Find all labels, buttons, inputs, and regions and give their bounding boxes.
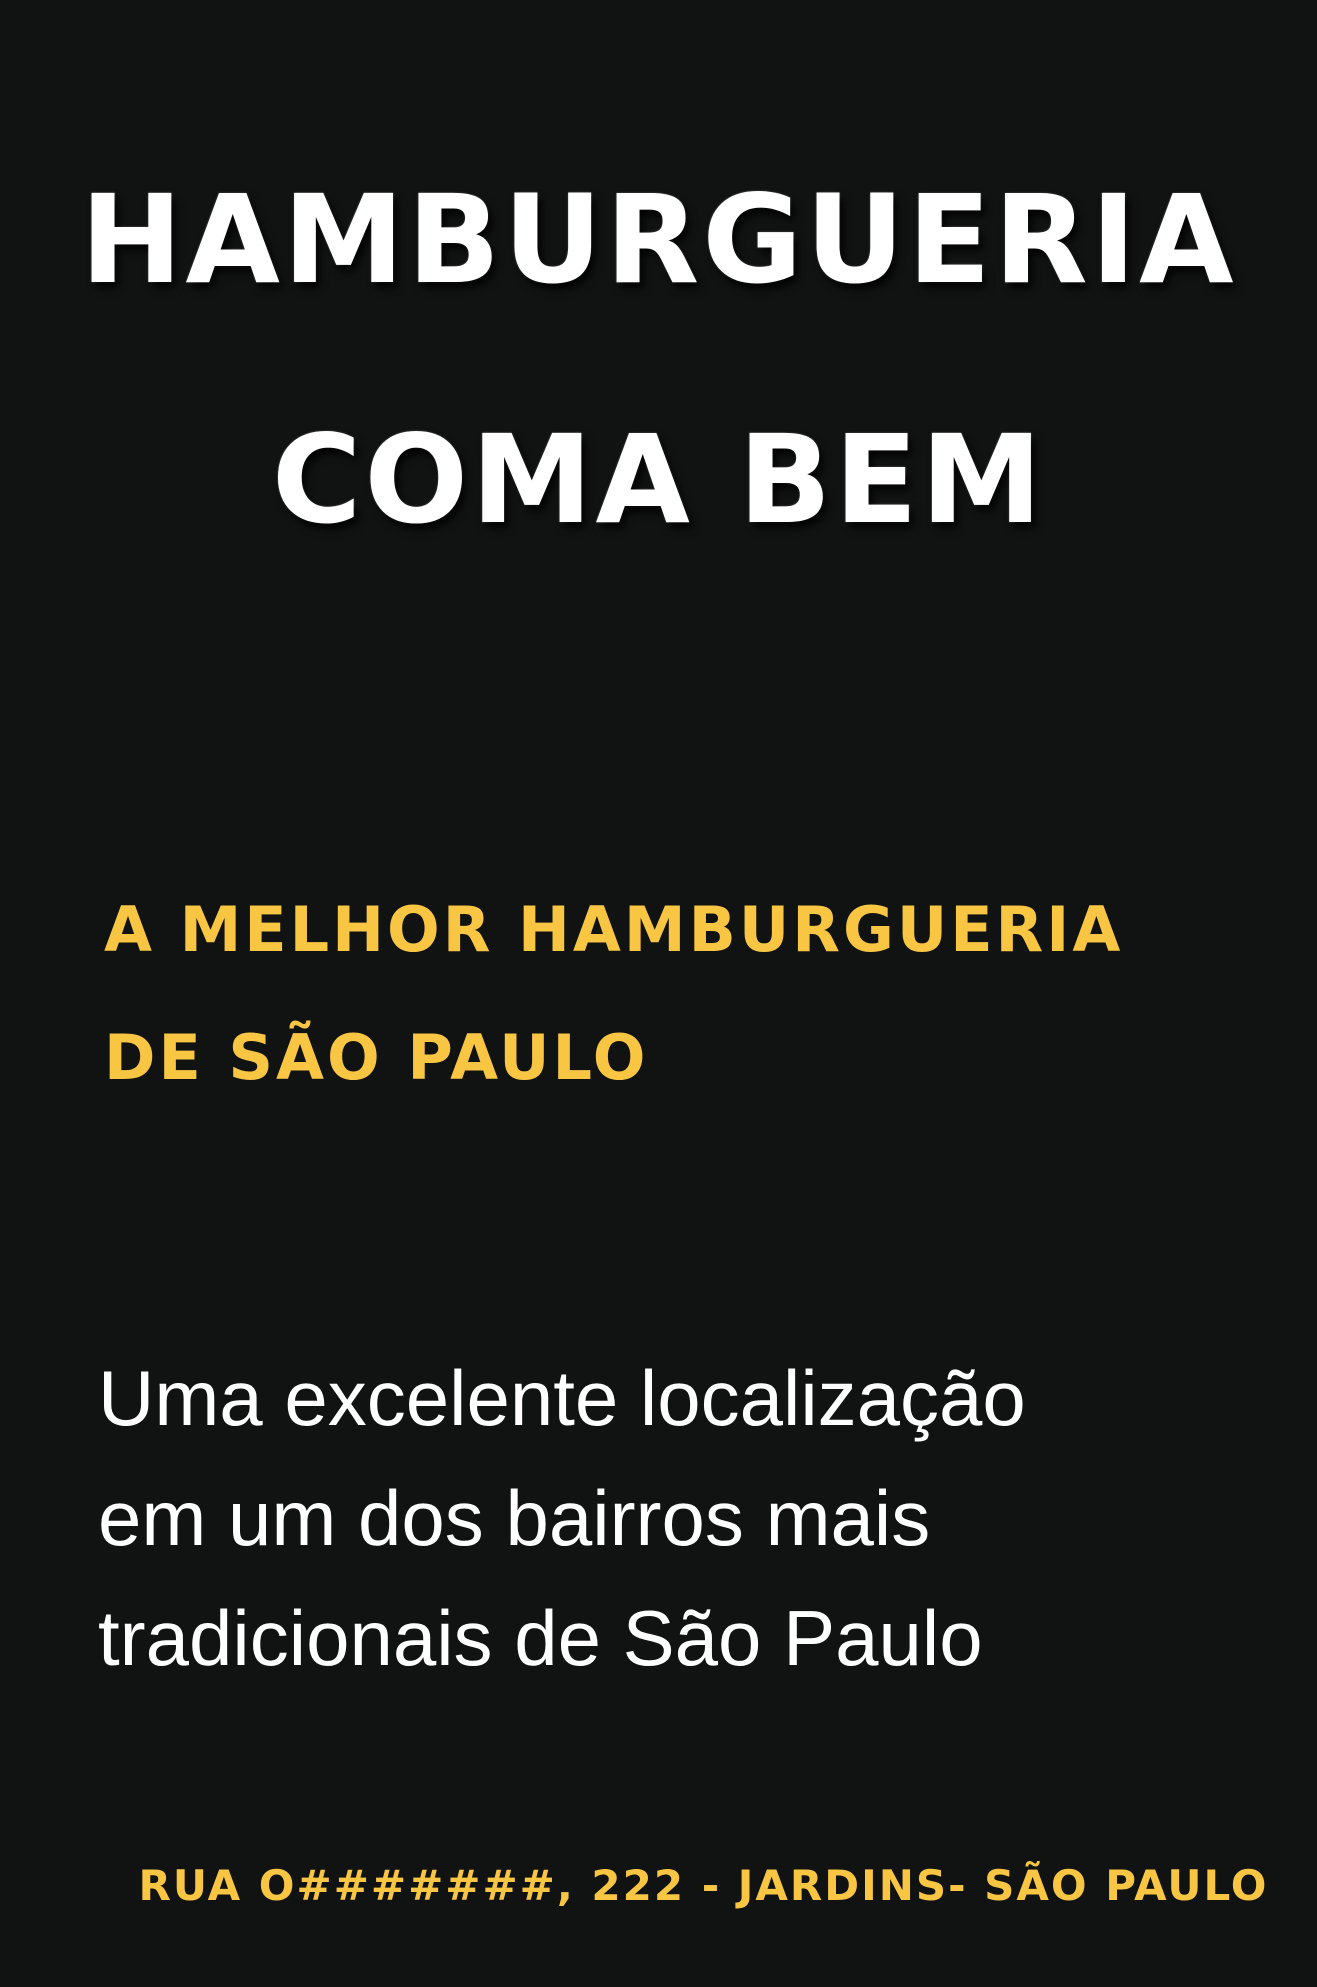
description-line-2: em um dos bairros mais (98, 1474, 931, 1562)
description (98, 1338, 1248, 1698)
tagline-line-1: A MELHOR HAMBURGUERIA (104, 893, 1124, 966)
address: RUA O#######, 222 - JARDINS- SÃO PAULO (138, 1861, 1269, 1910)
title-line-2: COMA BEM (271, 409, 1046, 551)
tagline-line-2: DE SÃO PAULO (104, 1021, 649, 1094)
title-line-1: HAMBURGUERIA (80, 169, 1237, 311)
description-line-1: Uma excelente localização (98, 1354, 1026, 1442)
description-line-3: tradicionais de São Paulo (98, 1594, 983, 1682)
